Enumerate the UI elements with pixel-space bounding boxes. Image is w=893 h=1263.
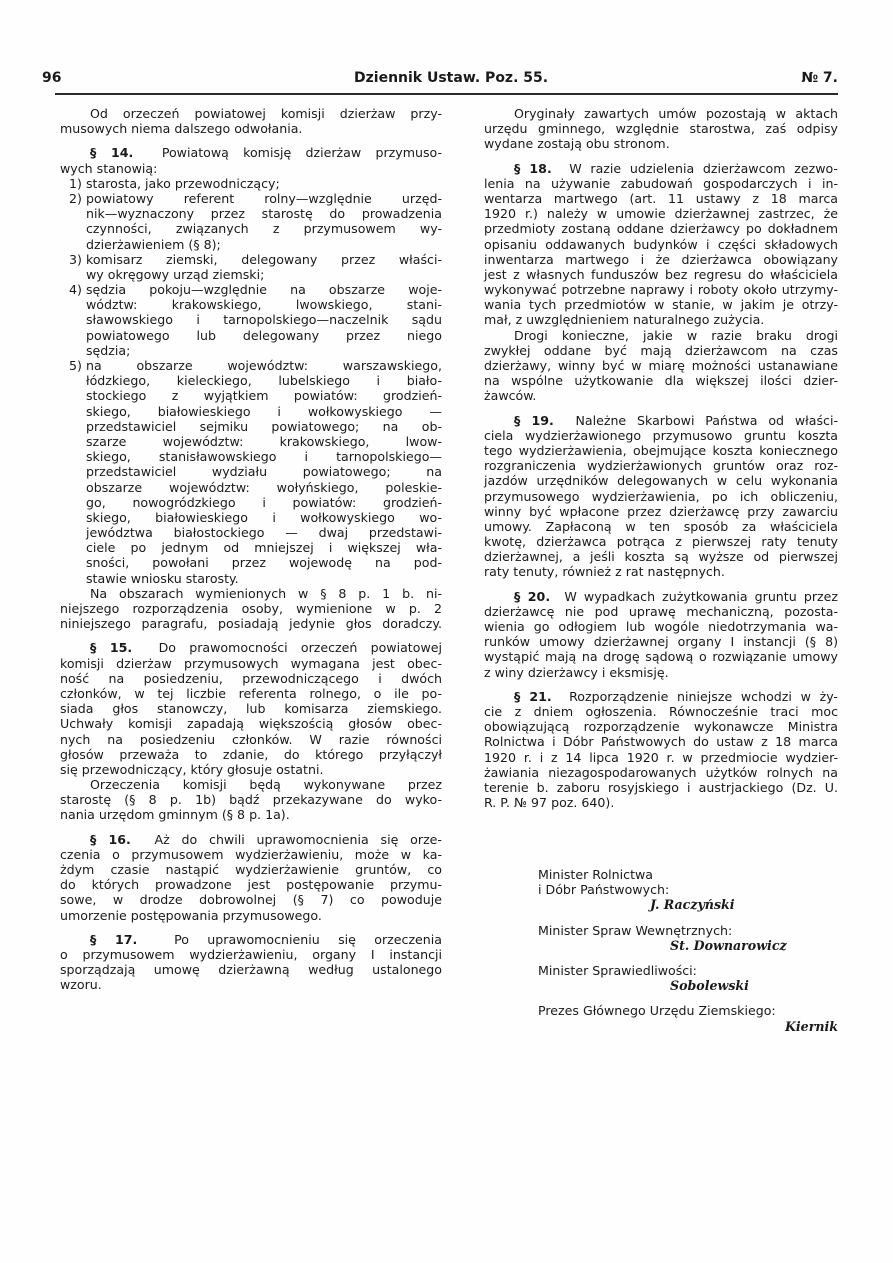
intro-paragraph: Od orzeczeń powiatowej komisji dzierżaw przy- musowych niema dalszego odwołania. <box>60 106 442 137</box>
signature: Minister Sprawiedliwości: Sobolewski <box>538 963 838 993</box>
section-heading: § 20. <box>514 588 551 604</box>
section-15: § 15. Do prawomocności orzeczeń powiatowej komisji dzierżaw przymusowych wymagana jest obec- ność na posiedzeniu, przewodniczącego i dwóch członków, w tej liczbie referenta rolnego, o ile po- siada głos stanowczy, lub komisarza ziemskiego. Uchwały komisji zapadają większością głosów obec- nych na posiedzeniu członków. W razie równości głosów przeważa to zdanie, do którego przyłączył się przewodniczący, który głosuje ostatni. Orzeczenia komisji będą wykonywane przez starostę (§ 8 p. 1b) bądź przekazywane do wyko- nania urzędom gminnym (§ 8 p. 1a). <box>60 640 442 823</box>
left-column <box>60 106 442 993</box>
signature-block <box>538 867 838 1044</box>
section-heading: § 21. <box>514 688 552 704</box>
signature: Minister Rolnictwa i Dóbr Państwowych: J. Raczyński <box>538 867 838 913</box>
section-heading: § 18. <box>514 160 552 176</box>
section-21: § 21. Rozporządzenie niniejsze wchodzi w ży- cie z dniem ogłoszenia. Równocześnie traci moc obowiązującą rozporządzenie wykonawcze Ministra Rolnictwa i Dóbr Państwowych do ustaw z 18 marca 1920 r. i z 14 lipca 1920 r. w przedmiocie wydzier- żawiania niezagospodarowanych użytków rolnych na terenie b. zaboru rosyjskiego i austrjackiego (Dz. U. R. P. № 97 poz. 640). <box>484 688 838 811</box>
section-17: § 17. Po uprawomocnieniu się orzeczenia o przymusowem wydzierżawieniu, organy I instancji sporządzają umowę dzierżawną według ustalonego wzoru. <box>60 931 442 993</box>
header-rule <box>55 93 838 95</box>
section-heading: § 15. <box>90 640 133 656</box>
journal-title: Dziennik Ustaw. Poz. 55. <box>354 70 549 86</box>
section-20: § 20. W wypadkach zużytkowania gruntu przez dzierżawcę nie pod uprawę mechaniczną, pozosta- wienia go odłogiem lub wogóle niedotrzymania wa- runków umowy dzierżawnej organy I instancji (§ 8) wystąpić mają na drogę sądową o rozwiązanie umowy z winy dzierżawcy i eksmisję. <box>484 588 838 680</box>
list-item: 1) starosta, jako przewodniczący; <box>69 175 280 191</box>
signature: Minister Spraw Wewnętrznych: St. Downarowicz <box>538 923 838 953</box>
section-19: § 19. Należne Skarbowi Państwa od właści- ciela wydzierżawionego przymusowo gruntu koszta tego wydzierżawienia, obejmujące koszta koniecznego rozgraniczenia wydzierżawionych gruntów oraz roz- jazdów urzędników delegowanych w celu wykonania przymusowego wydzierżawienia, po ich obliczeniu, winny być wpłacone przez dzierżawcę przy zawarciu umowy. Zapłaconą w ten sposób za właściciela kwotę, dzierżawca potrąca z pierwszej raty tenuty dzierżawnej, a jeśli koszta są wyższe od pierwszej raty tenuty, również z rat następnych. <box>484 412 838 580</box>
section-heading: § 19. <box>514 412 554 428</box>
section-heading: § 16. <box>90 831 131 847</box>
page-header <box>42 70 838 92</box>
list-item: 5) na obszarze województw: warszawskiego, łódzkiego, kieleckiego, lubelskiego i biało- stockiego z wyjątkiem powiatów: grodzień- skiego, białowieskiego i wołkowyskiego — przedstawiciel sejmiku powiatowego; na ob- szarze województw: krakowskiego, lwow- skiego, stanisławowskiego i tarnopolskiego— przedstawiciel wydziału powiatowego; na obszarze województw: wołyńskiego, poleskie- go, nowogródzkiego i powiatów: grodzień- skiego, białowieskiego i wołkowyskiego wo- jewództwa białostockiego — dwaj przedstawi- ciele po jednym od mniejszej i większej wła- sności, powołani przez wojewodę na pod- stawie wniosku starosty. <box>69 358 442 586</box>
right-column <box>484 106 838 810</box>
section-14: § 14. Powiatową komisję dzierżaw przymuso- wych stanowią: 1) starosta, jako przewodniczący; 2) powiatowy referent rolny—względnie urzęd- nik—wyznaczony przez starostę do prowadzenia czynności, związanych z przymusowem wy- dzierżawieniem (§ 8); 3) komisarz ziemski, delegowany przez właści- wy okręgowy urząd ziemski; 4) sędzia pokoju—względnie na obszarze woje- wództw: krakowskiego, lwowskiego, stani- sławowskiego i tarnopolskiego—naczelnik sądu powiatowego lub delegowany przez niego sędzia; 5) na obszarze województw: warszawskiego, łódzkiego, kieleckiego, lubelskiego i biało- stockiego z wyjątkiem powiatów: grodzień- skiego, białowieskiego i wołkowyskiego — przedstawiciel sejmiku powiatowego; na ob- szarze województw: krakowskiego, lwow- skiego, stanisławowskiego i tarnopolskiego— przedstawiciel wydziału powiatowego; na obszarze województw: wołyńskiego, poleskie- go, nowogródzkiego i powiatów: grodzień- skiego, białowieskiego i wołkowyskiego wo- jewództwa białostockiego — dwaj przedstawi- ciele po jednym od mniejszej i większej wła- sności, powołani przez wojewodę na pod- stawie wniosku starosty. Na obszarach wymienionych w § 8 p. 1 b. ni- niejszego rozporządzenia osoby, wymienione w p. 2 niniejszego paragrafu, posiadają jedynie głos doradczy. <box>60 145 442 632</box>
page-number: 96 <box>42 70 62 86</box>
signatory-name: Sobolewski <box>670 978 749 994</box>
list-item: 3) komisarz ziemski, delegowany przez właści- wy okręgowy urząd ziemski; <box>69 251 442 282</box>
list-item: 4) sędzia pokoju—względnie na obszarze woje- wództw: krakowskiego, lwowskiego, stani- sławowskiego i tarnopolskiego—naczelnik sądu powiatowego lub delegowany przez niego sędzia; <box>69 282 442 358</box>
signatory-name: J. Raczyński <box>650 897 735 913</box>
list-item: 2) powiatowy referent rolny—względnie urzęd- nik—wyznaczony przez starostę do prowadzenia czynności, związanych z przymusowem wy- dzierżawieniem (§ 8); <box>69 190 442 252</box>
signatory-name: Kiernik <box>784 1018 838 1034</box>
signature: Prezes Głównego Urzędu Ziemskiego: Kiernik <box>538 1003 838 1034</box>
issue-number: № 7. <box>801 70 838 86</box>
signatory-name: St. Downarowicz <box>670 937 787 953</box>
intro-paragraph: Oryginały zawartych umów pozostają w aktach urzędu gminnego, względnie starostwa, zaś odpisy wydane zostają obu stronom. <box>484 106 838 152</box>
section-heading: § 14. <box>90 145 134 161</box>
section-18: § 18. W razie udzielenia dzierżawcom zezwo- lenia na używanie zabudowań gospodarczych i in- wentarza martwego (art. 11 ustawy z 18 marca 1920 r.) należy w umowie dzierżawnej zastrzec, że przedmioty zostaną oddane dzierżawcy po dokładnem opisaniu oddawanych budynków i części składowych inwentarza martwego i że dzierżawca obowiązany jest z własnych funduszów bez regresu do właściciela wykonywać potrzebne naprawy i roboty około utrzymy- wania tych przedmiotów w stanie, w jakim je otrzy- mał, z uwzględnieniem naturalnego zużycia. Drogi konieczne, jakie w razie braku drogi zwykłej oddane być mają dzierżawcom na czas dzierżawy, winny być w miarę możności ustanawiane na wspólne użytkowanie dla większej ilości dzier- żawców. <box>484 160 838 404</box>
section-16: § 16. Aż do chwili uprawomocnienia się orze- czenia o przymusowem wydzierżawieniu, może w ka- żdym czasie nastąpić wydzierżawienie gruntów, co do których prowadzone jest postępowanie przymu- sowe, w drodze dobrowolnej (§ 7) co powoduje umorzenie postępowania przymusowego. <box>60 831 442 923</box>
section-heading: § 17. <box>90 931 138 947</box>
